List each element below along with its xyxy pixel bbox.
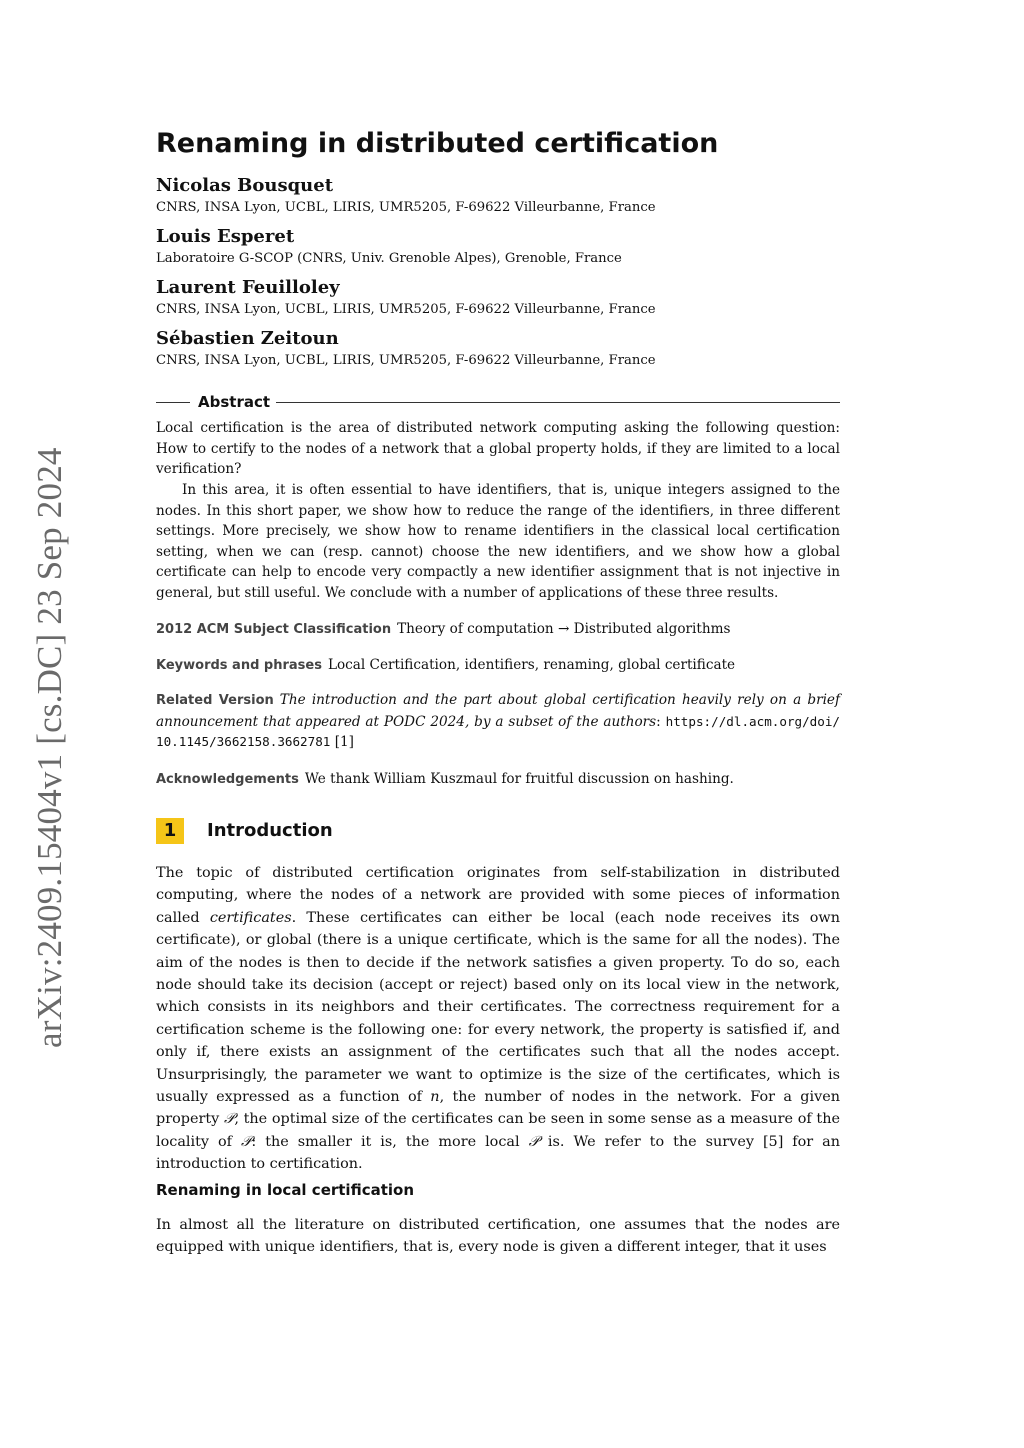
keywords-label: Keywords and phrases	[156, 658, 322, 673]
ack-text: We thank William Kuszmaul for fruitful discussion on hashing.	[304, 771, 734, 787]
text-run: The topic of distributed certification originates from self-stabilization in distributed computing, where the nodes of a network are provided with some pieces of information called	[156, 865, 840, 926]
abstract-header	[156, 392, 840, 412]
keywords-text: Local Certification, identifiers, renaming, global certificate	[327, 657, 736, 673]
author-name: Louis Esperet	[156, 226, 295, 247]
math-symbol: 𝒫	[240, 1133, 252, 1150]
abstract-paragraph: Local certification is the area of distributed network computing asking the following question: How to certify to the nodes of a network that a global property holds, if they are limited to a local verification?	[156, 420, 840, 478]
text-run: . These certificates can either be local (each node receives its own certificate), or global (there is a unique certificate, which is the same for all the nodes). The aim of the nodes is then to decide if the network satisfies a given property. To do so, each node should take its decision (accept or reject) based only on its local view in the network, which consists in its neighbors and their certificates. The correctness requirement for a certification scheme is the following one: for every network, the property is satisfied if, and only if, there exists an assignment of the certificates such that all the nodes accept. Unsurprisingly, the parameter we want to optimize is the size of the certificates, which is usually expressed as a function of	[156, 909, 840, 1106]
related-label: Related Version	[156, 693, 274, 708]
renaming-paragraph: In almost all the literature on distributed certification, one assumes that the nodes are equipped with unique identifiers, that is, every node is given a different integer, that it uses	[156, 1217, 840, 1256]
section-number-badge: 1	[156, 818, 184, 844]
arxiv-identifier: arXiv:2409.15404v1 [cs.DC] 23 Sep 2024	[30, 447, 69, 1048]
abstract-rule-left	[156, 402, 190, 403]
text-run: , the number of nodes in the network. For a given property	[156, 1089, 840, 1128]
related-url-link[interactable]: https://dl.acm.org/doi/10.1145/3662158.3662781	[156, 713, 841, 750]
text-run: : the smaller it is, the more local	[251, 1133, 529, 1150]
math-symbol: n	[430, 1089, 440, 1106]
related-text: The introduction and the part about global certification heavily rely on a brief announcement that appeared at PODC 2024, by a subset of the authors	[156, 692, 840, 730]
author-name: Laurent Feuilloley	[156, 277, 340, 298]
abstract-paragraph: In this area, it is often essential to have identifiers, that is, unique integers assigned to the nodes. In this short paper, we show how to reduce the range of the identifiers, in three different settings. More precisely, we show how to rename identifiers in the classical local certification setting, when we can (resp. cannot) choose the new identifiers, and we show how a global certificate can help to encode very compactly a new identifier assignment that is not injective in general, but still useful. We conclude with a number of applications of these three results.	[156, 482, 840, 601]
keywords	[156, 655, 840, 677]
author-affiliation: CNRS, INSA Lyon, UCBL, LIRIS, UMR5205, F-69622 Villeurbanne, France	[156, 302, 656, 317]
related-separator: :	[656, 713, 666, 730]
text-run: is. We refer to the survey [5] for an introduction to certification.	[156, 1133, 841, 1173]
paper-title: Renaming in distributed certification	[156, 128, 719, 159]
related-version	[156, 690, 840, 753]
intro-paragraph	[156, 862, 840, 1176]
acknowledgements	[156, 769, 840, 791]
text-run: , the optimal size of the certificates can be seen in some sense as a measure of the locality of	[156, 1111, 840, 1150]
author-block	[156, 328, 656, 370]
author-affiliation: Laboratoire G-SCOP (CNRS, Univ. Grenoble Alpes), Grenoble, France	[156, 251, 622, 266]
author-block	[156, 175, 656, 217]
math-symbol: 𝒫	[528, 1133, 539, 1150]
author-block	[156, 226, 622, 268]
section-title: Introduction	[207, 820, 333, 841]
author-name: Nicolas Bousquet	[156, 175, 334, 196]
emphasis: certificates	[209, 909, 292, 926]
acm-label: 2012 ACM Subject Classification	[156, 622, 392, 637]
acm-text: Theory of computation → Distributed algorithms	[397, 621, 731, 637]
author-affiliation: CNRS, INSA Lyon, UCBL, LIRIS, UMR5205, F-69622 Villeurbanne, France	[156, 200, 656, 215]
subsection-title: Renaming in local certification	[156, 1181, 415, 1199]
acm-classification	[156, 619, 840, 641]
related-reference[interactable]: [1]	[330, 734, 354, 751]
abstract-heading: Abstract	[198, 393, 271, 411]
ack-label: Acknowledgements	[156, 772, 299, 787]
math-symbol: 𝒫	[223, 1111, 235, 1128]
author-affiliation: CNRS, INSA Lyon, UCBL, LIRIS, UMR5205, F-69622 Villeurbanne, France	[156, 353, 656, 368]
abstract-rule-right	[276, 402, 840, 403]
author-block	[156, 277, 656, 319]
author-name: Sébastien Zeitoun	[156, 328, 339, 349]
